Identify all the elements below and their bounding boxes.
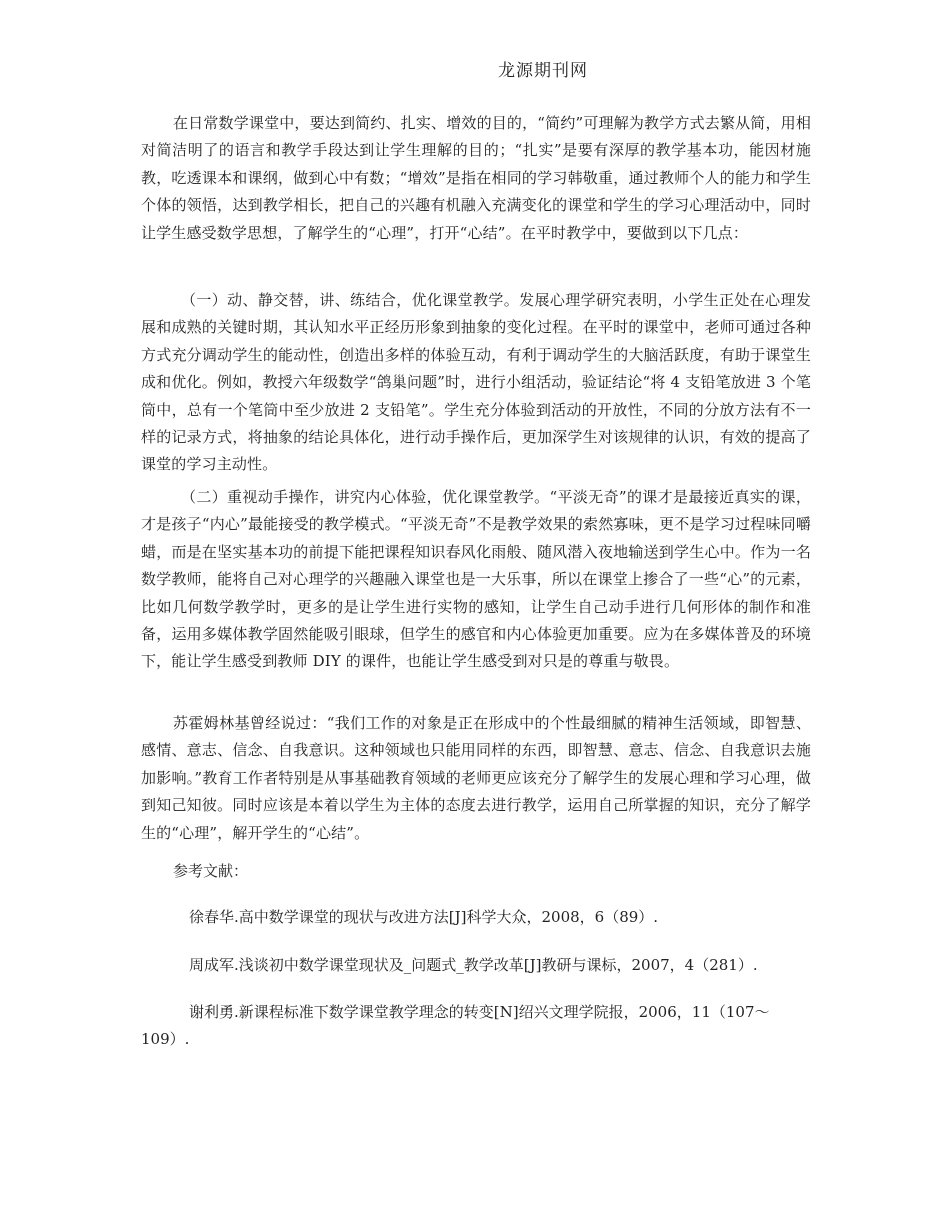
paragraph-intro: 在日常数学课堂中，要达到简约、扎实、增效的目的，“简约”可理解为教学方式去繁从简，用相对简洁明了的语言和教学手段达到让学生理解的目的；“扎实”是要有深厚的教学基本功，能因材施教，吃透课本和课纲，做到心中有数；“增效”是指在相同的学习韩敬重，通过教师个人的能力和学生个体的领悟，达到教学相长，把自己的兴趣有机融入充满变化的课堂和学生的学习心理活动中，同时让学生感受数学思想，了解学生的“心理”，打开“心结”。在平时教学中，要做到以下几点：	[141, 114, 811, 242]
paragraph-section-one: （一）动、静交替，讲、练结合，优化课堂教学。发展心理学研究表明，小学生正处在心理发展和成熟的关键时期，其认知水平正经历形象到抽象的变化过程。在平时的课堂中，老师可通过各种方式充分调动学生的能动性，创造出多样的体验互动，有利于调动学生的大脑活跃度，有助于课堂生成和优化。例如，教授六年级数学“鸽巢问题”时，进行小组活动，验证结论“将 4 支铅笔放进 3 个笔筒中，总有一个笔筒中至少放进 2 支铅笔”。学生充分体验到活动的开放性，不同的分放方法有不一样的记录方式，将抽象的结论具体化，进行动手操作后，更加深学生对该规律的认识，有效的提高了课堂的学习主动性。	[141, 291, 811, 474]
paragraph-section-two: （二）重视动手操作，讲究内心体验，优化课堂教学。“平淡无奇”的课才是最接近真实的课，才是孩子“内心”最能接受的教学模式。“平淡无奇”不是教学效果的索然寡味，更不是学习过程味同嚼蜡，而是在坚实基本功的前提下能把课程知识春风化雨般、随风潜入夜地输送到学生心中。作为一名数学教师，能将自己对心理学的兴趣融入课堂也是一大乐事，所以在课堂上掺合了一些“心”的元素，比如几何数学教学时，更多的是让学生进行实物的感知，让学生自己动手进行几何形体的制作和准备，运用多媒体教学固然能吸引眼球，但学生的感官和内心体验更加重要。应为在多媒体普及的环境下，能让学生感受到教师 DIY 的课件，也能让学生感受到对只是的尊重与敬畏。	[141, 488, 811, 671]
reference-item-3: 谢利勇.新课程标准下数学课堂教学理念的转变[N]绍兴文理学院报，2006，11（107～109）.	[141, 1003, 770, 1048]
site-header: 龙源期刊网	[498, 61, 588, 81]
references-title: 参考文献：	[173, 862, 249, 880]
paragraph-conclusion: 苏霍姆林基曾经说过：“我们工作的对象是正在形成中的个性最细腻的精神生活领域，即智慧、感情、意志、信念、自我意识。这种领域也只能用同样的东西，即智慧、意志、信念、自我意识去施加影响。”教育工作者特别是从事基础教育领域的老师更应该充分了解学生的发展心理和学习心理，做到知己知彼。同时应该是本着以学生为主体的态度去进行教学，运用自己所掌握的知识，充分了解学生的“心理”，解开学生的“心结”。	[141, 714, 811, 842]
reference-item-1: 徐春华.高中数学课堂的现状与改进方法[J]科学大众，2008，6（89）.	[189, 908, 659, 926]
reference-item-2: 周成军.浅谈初中数学课堂现状及_问题式_教学改革[J]教研与课标，2007，4（281）.	[189, 956, 758, 974]
